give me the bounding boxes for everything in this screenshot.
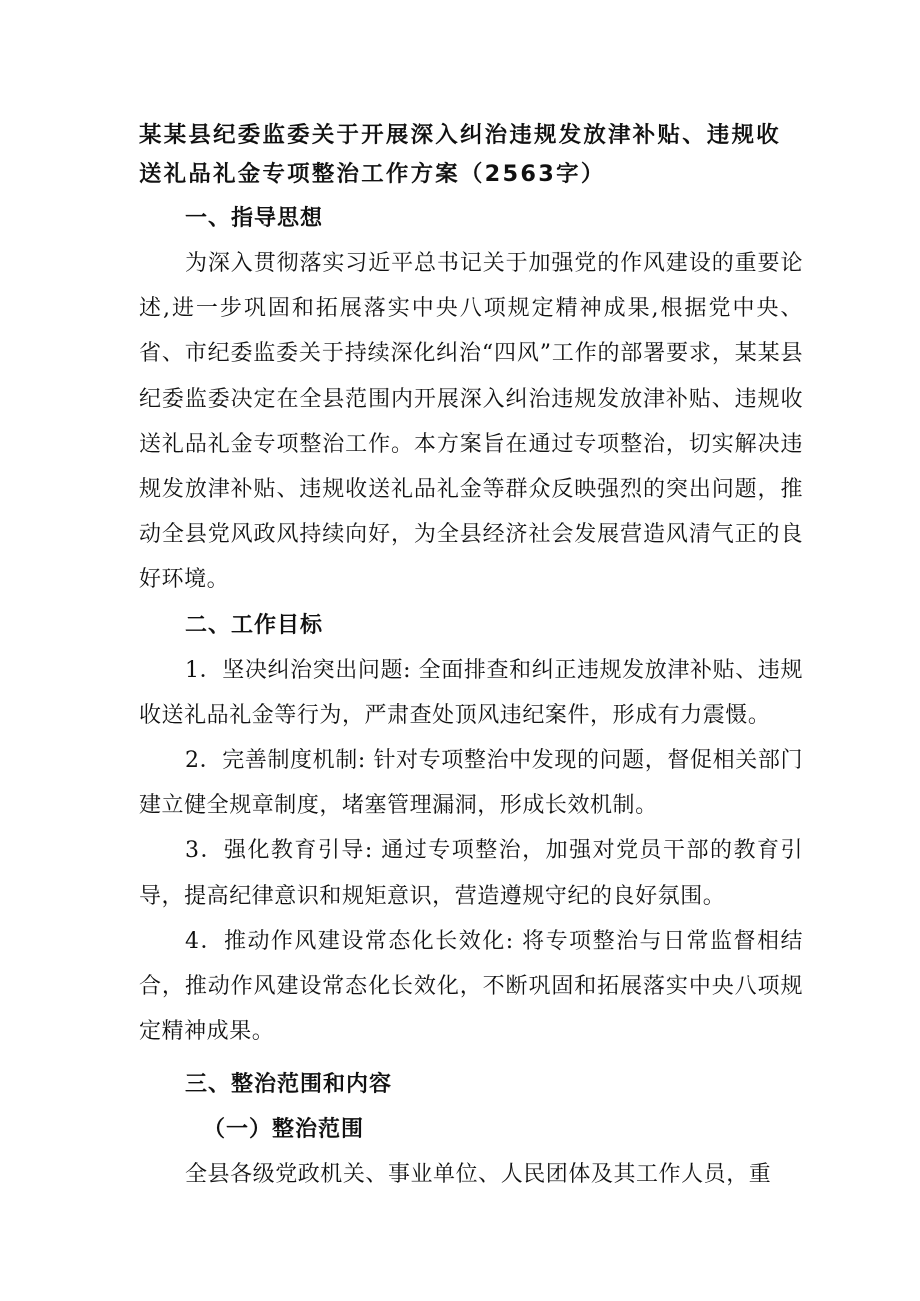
- section-heading-scope-and-content: 三、整治范围和内容: [185, 1072, 393, 1098]
- section-heading-guiding-ideology: 一、指导思想: [185, 206, 324, 231]
- paragraph-goal-1: 1．坚决纠治突出问题: 全面排查和纠正违规发放津补贴、违规收送礼品礼金等行为，严肃查处顶风违纪案件，形成有力震慑。: [139, 657, 803, 728]
- paragraph-scope: 全县各级党政机关、事业单位、人民团体及其工作人员，重: [185, 1162, 772, 1188]
- document-title: 某某县纪委监委关于开展深入纠治违规发放津补贴、违规收送礼品礼金专项整治工作方案（2563字）: [139, 122, 781, 187]
- subsection-heading-scope: （一）整治范围: [203, 1117, 365, 1143]
- paragraph-goal-3: 3．强化教育引导: 通过专项整治，加强对党员干部的教育引导，提高纪律意识和规矩意识，营造遵规守纪的良好氛围。: [139, 838, 803, 909]
- paragraph-guiding-ideology: 为深入贯彻落实习近平总书记关于加强党的作风建设的重要论述,进一步巩固和拓展落实中央八项规定精神成果,根据党中央、省、市纪委监委关于持续深化纠治“四风”工作的部署要求，某某县纪委监委决定在全县范围内开展深入纠治违规发放津补贴、违规收送礼品礼金专项整治工作。本方案旨在通过专项整治，切实解决违规发放津补贴、违规收送礼品礼金等群众反映强烈的突出问题，推动全县党风政风持续向好，为全县经济社会发展营造风清气正的良好环境。: [139, 251, 803, 593]
- section-heading-work-goals: 二、工作目标: [185, 612, 324, 638]
- paragraph-goal-4: 4．推动作风建设常态化长效化: 将专项整治与日常监督相结合，推动作风建设常态化长效化，不断巩固和拓展落实中央八项规定精神成果。: [139, 928, 803, 1045]
- paragraph-goal-2: 2．完善制度机制: 针对专项整治中发现的问题，督促相关部门建立健全规章制度，堵塞管理漏洞，形成长效机制。: [139, 748, 803, 819]
